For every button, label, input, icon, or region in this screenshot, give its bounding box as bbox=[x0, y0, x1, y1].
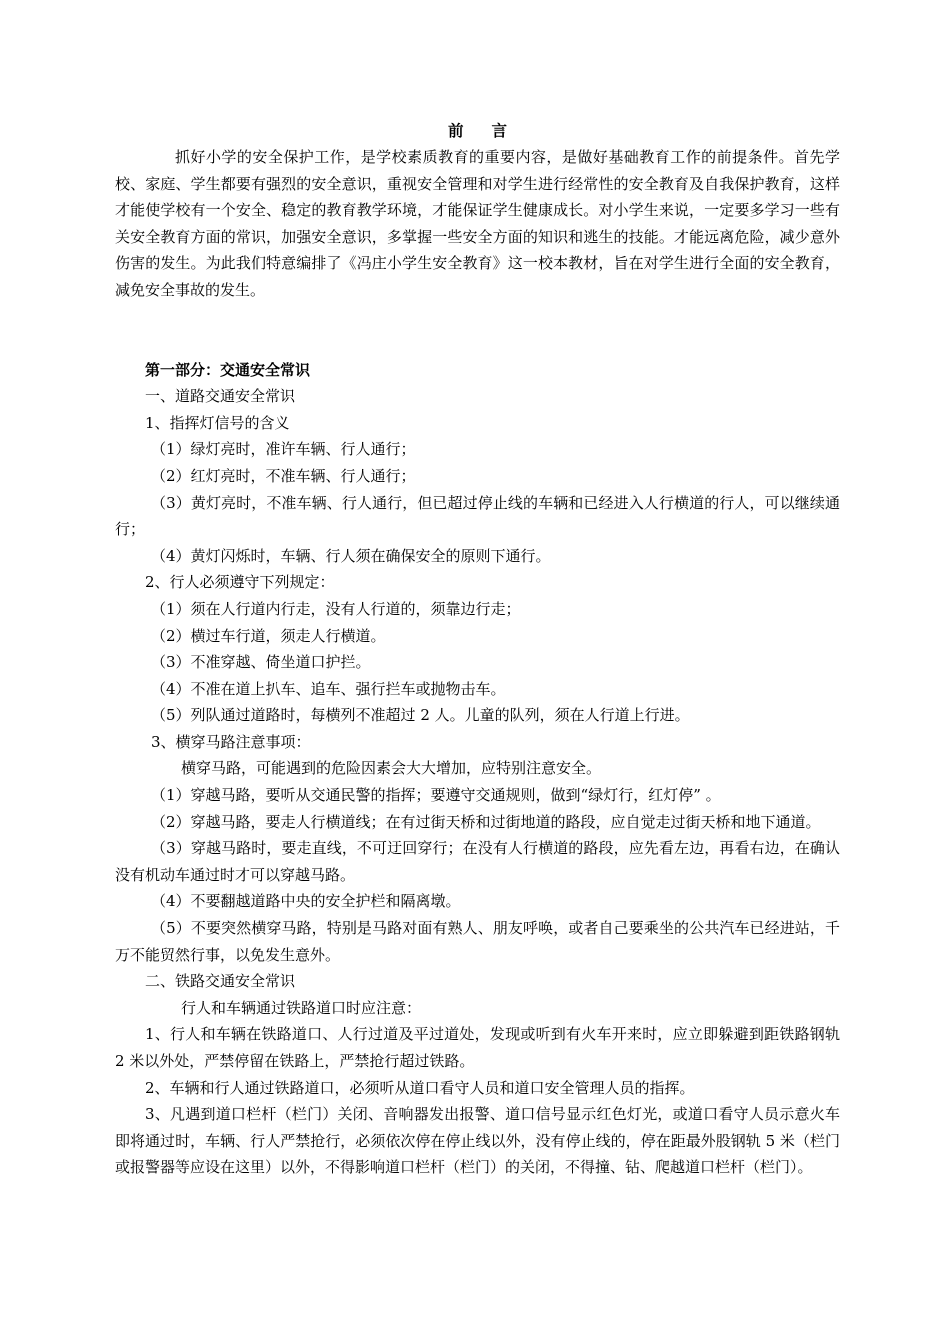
part1-heading: 第一部分：交通安全常识 bbox=[145, 360, 311, 379]
pedestrian-rule-3: （3）不准穿越、倚坐道口护拦。 bbox=[151, 653, 371, 672]
road-safety-heading: 一、道路交通安全常识 bbox=[145, 387, 296, 406]
crossing-item-3: （3）穿越马路时，要走直线，不可迂回穿行；在没有人行横道的路段，应先看左边，再看右边，在确认没有机动车通过时才可以穿越马路。 bbox=[115, 839, 840, 884]
preface-paragraph: 抓好小学的安全保护工作，是学校素质教育的重要内容，是做好基础教育工作的前提条件。首先学校、家庭、学生都要有强烈的安全意识，重视安全管理和对学生进行经常性的安全教育及自我保护教育，这样才能使学校有一个安全、稳定的教育教学环境，才能保证学生健康成长。对小学生来说，一定要多学习一些有关安全教育方面的常识，加强安全意识，多掌握一些安全方面的知识和逃生的技能。才能远离危险，减少意外伤害的发生。为此我们特意编排了《冯庄小学生安全教育》这一校本教材，旨在对学生进行全面的安全教育，减免安全事故的发生。 bbox=[115, 148, 840, 299]
crossing-intro: 横穿马路，可能遇到的危险因素会大大增加，应特别注意安全。 bbox=[181, 759, 602, 778]
pedestrian-rule-5: （5）列队通过道路时，每横列不准超过 2 人。儿童的队列，须在人行道上行进。 bbox=[151, 706, 690, 725]
rail-safety-heading: 二、铁路交通安全常识 bbox=[145, 972, 296, 991]
signal-item-1: （1）绿灯亮时，准许车辆、行人通行； bbox=[151, 440, 416, 459]
crossing-item-5: （5）不要突然横穿马路，特别是马路对面有熟人、朋友呼唤，或者自己要乘坐的公共汽车已经进站，千万不能贸然行事，以免发生意外。 bbox=[115, 919, 840, 964]
preface-title-char-2: 言 bbox=[491, 121, 508, 140]
pedestrian-rule-1: （1）须在人行道内行走，没有人行道的，须靠边行走； bbox=[151, 599, 521, 618]
pedestrian-rules-heading: 2、行人必须遵守下列规定： bbox=[145, 573, 335, 592]
preface-title-char-1: 前 bbox=[447, 121, 464, 140]
signal-item-4: （4）黄灯闪烁时，车辆、行人须在确保安全的原则下通行。 bbox=[151, 546, 551, 565]
rail-item-3: 3、凡遇到道口栏杆（栏门）关闭、音响器发出报警、道口信号显示红色灯光，或道口看守人员示意火车即将通过时，车辆、行人严禁抢行，必须依次停在停止线以外，没有停止线的，停在距最外股钢轨 5 米（栏门或报警器等应设在这里）以外，不得影响道口栏杆（栏门）的关闭，不得撞、钻、爬越道口栏杆（栏门）。 bbox=[115, 1105, 840, 1177]
crossing-item-1: （1）穿越马路，要听从交通民警的指挥；要遵守交通规则，做到“绿灯行，红灯停” 。 bbox=[151, 786, 721, 805]
rail-intro: 行人和车辆通过铁路道口时应注意： bbox=[181, 998, 422, 1017]
preface-title bbox=[115, 118, 840, 144]
pedestrian-rule-4: （4）不准在道上扒车、追车、强行拦车或抛物击车。 bbox=[151, 679, 506, 698]
signal-item-3: （3）黄灯亮时，不准车辆、行人通行，但已超过停止线的车辆和已经进入人行横道的行人，可以继续通行； bbox=[115, 493, 840, 539]
signal-item-2: （2）红灯亮时，不准车辆、行人通行； bbox=[151, 466, 416, 485]
crossing-item-4: （4）不要翻越道路中央的安全护栏和隔离墩。 bbox=[151, 892, 461, 911]
signal-meaning-heading: 1、指挥灯信号的含义 bbox=[145, 413, 290, 432]
crossing-item-2: （2）穿越马路，要走人行横道线；在有过街天桥和过街地道的路段，应自觉走过街天桥和地下通道。 bbox=[151, 812, 821, 831]
rail-item-2: 2、车辆和行人通过铁路道口，必须听从道口看守人员和道口安全管理人员的指挥。 bbox=[145, 1078, 695, 1097]
document-page bbox=[115, 118, 840, 1181]
crossing-heading: 3、横穿马路注意事项： bbox=[151, 732, 311, 751]
rail-item-1: 1、行人和车辆在铁路道口、人行过道及平过道处，发现或听到有火车开来时，应立即躲避到距铁路钢轨 2 米以外处，严禁停留在铁路上，严禁抢行超过铁路。 bbox=[115, 1025, 840, 1070]
pedestrian-rule-2: （2）横过车行道，须走人行横道。 bbox=[151, 626, 386, 645]
